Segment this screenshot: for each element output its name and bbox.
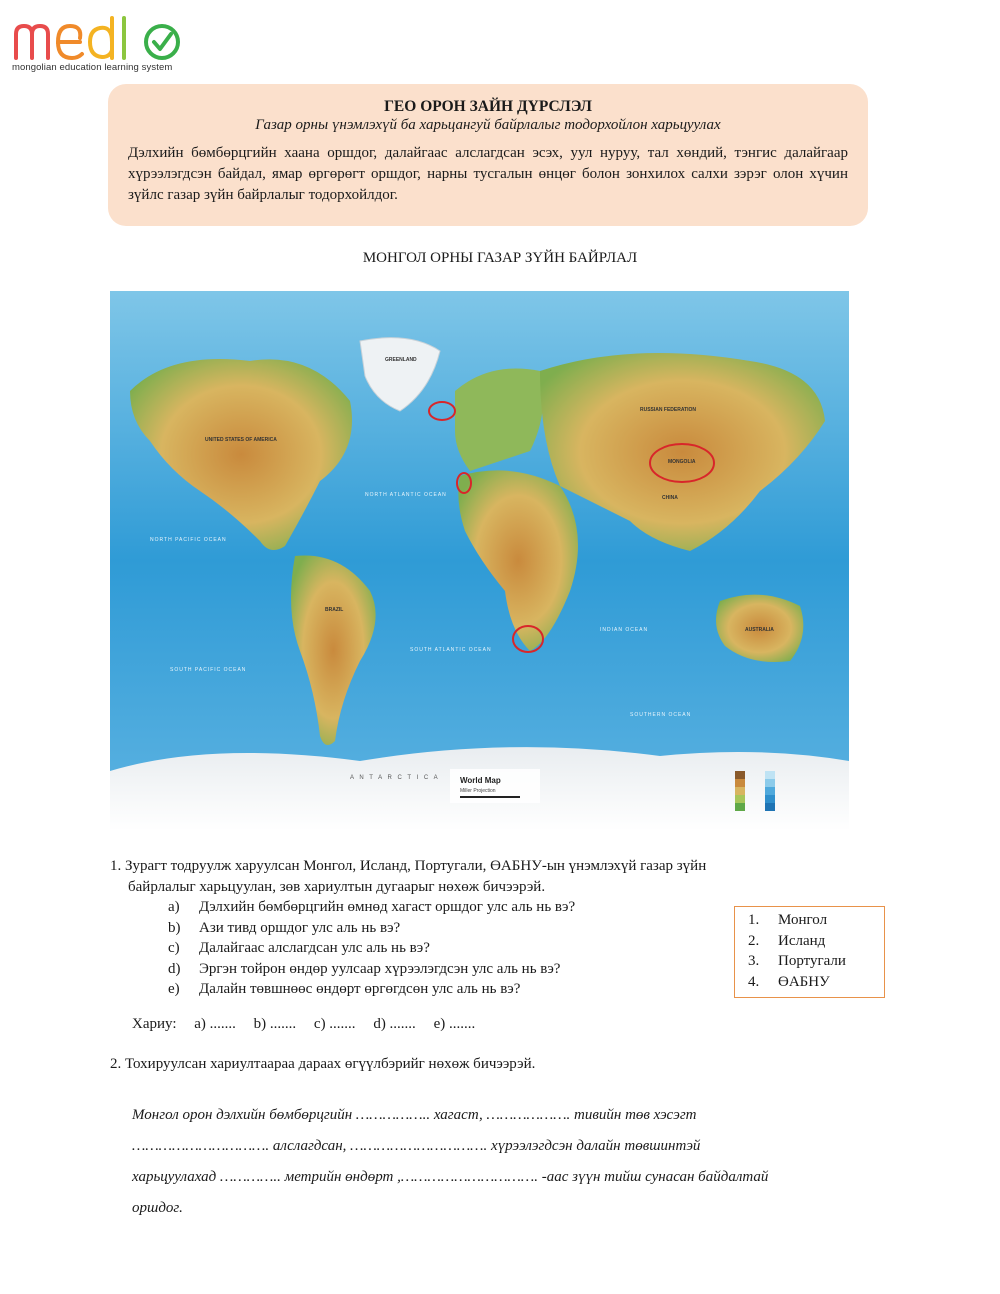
option-1: 1. Монгол (748, 912, 828, 928)
option-2: 2. Исланд (748, 932, 826, 949)
option-4: 4. ӨАБНУ (748, 973, 830, 990)
medle-wordmark-icon (10, 14, 190, 64)
map-label-antarctica: A N T A R C T I C A (350, 775, 440, 781)
fill-line-3[interactable]: харьцуулахад ………….. метрийн өндөрт ,…………………………. -аас зүүн тийш сунасан байдалтай (132, 1169, 769, 1185)
question-2-prompt: 2. Тохируулсан хариултаараа дараах өгүүлбэрийг нөхөж бичээрэй. (110, 1056, 536, 1072)
map-legend-title: World Map (460, 776, 501, 785)
fill-line-1[interactable]: Монгол орон дэлхийн бөмбөрцгийн …………….. хагаст, ………………. тивийн төв хэсэгт (132, 1107, 697, 1123)
sub-question-e: e) Далайн төвшнөөс өндөрт өргөгдсөн улс аль нь вэ? (168, 981, 521, 997)
answer-blank-b[interactable]: b) ....... (253, 1016, 297, 1032)
map-label-australia: AUSTRALIA (745, 627, 774, 633)
answer-blank-e[interactable]: e) ....... (433, 1016, 476, 1032)
logo-tagline: mongolian education learning system (12, 62, 173, 73)
sub-question-b: b) Ази тивд оршдог улс аль нь вэ? (168, 919, 401, 936)
question-1-line1: 1. Зурагт тодруулж харуулсан Монгол, Исланд, Португали, ӨАБНУ-ын үнэмлэхүй газар зүйн (110, 858, 707, 874)
world-map (110, 291, 849, 831)
option-3: 3. Португали (748, 953, 846, 969)
question-1-line2: байрлалыг харьцуулан, зөв хариултын дугаарыг нөхөж бичээрэй. (128, 879, 546, 895)
answer-line (132, 1016, 489, 1033)
sub-question-c: c) Далайгаас алслагдсан улс аль нь вэ? (168, 940, 430, 956)
sub-question-d: d) Эргэн тойрон өндөр уулсаар хүрээлэгдсэн улс аль нь вэ? (168, 960, 561, 977)
map-title: МОНГОЛ ОРНЫ ГАЗАР ЗҮЙН БАЙРЛАЛ (362, 250, 638, 266)
info-subtitle: Газар орны үнэмлэхүй ба харьцангуй байрлалыг тодорхойлон харьцуулах (255, 117, 721, 133)
answer-label: Хариу: (132, 1016, 177, 1032)
map-label-indian-ocean: INDIAN OCEAN (600, 627, 649, 633)
map-label-south-atlantic: SOUTH ATLANTIC OCEAN (410, 647, 492, 653)
map-legend-scale (460, 796, 520, 798)
map-label-china: CHINA (662, 495, 678, 501)
map-label-usa: UNITED STATES OF AMERICA (205, 437, 277, 443)
fill-line-4[interactable]: оршдог. (132, 1200, 183, 1216)
answer-options-box (734, 906, 885, 998)
map-label-south-pacific: SOUTH PACIFIC OCEAN (170, 667, 247, 673)
info-title: ГЕО ОРОН ЗАЙН ДҮРСЛЭЛ (384, 98, 592, 115)
answer-blank-c[interactable]: c) ....... (313, 1016, 356, 1032)
map-label-russia: RUSSIAN FEDERATION (640, 407, 697, 413)
answer-blank-d[interactable]: d) ....... (373, 1016, 416, 1032)
map-label-north-pacific: NORTH PACIFIC OCEAN (150, 537, 227, 543)
sub-question-a: a) Дэлхийн бөмбөрцгийн өмнөд хагаст оршдог улс аль нь вэ? (168, 899, 576, 915)
answer-blank-a[interactable]: a) ....... (194, 1016, 236, 1032)
map-label-north-atlantic: NORTH ATLANTIC OCEAN (365, 492, 447, 498)
question-1 (110, 856, 810, 898)
question-1-sub-list (168, 899, 575, 1002)
medle-logo (10, 14, 190, 76)
fill-in-paragraph (132, 1100, 852, 1224)
info-box (108, 84, 868, 226)
map-label-brazil: BRAZIL (325, 607, 344, 613)
map-legend-sub: Miller Projection (460, 788, 496, 794)
map-label-southern-ocean: SOUTHERN OCEAN (630, 712, 692, 718)
info-body: Дэлхийн бөмбөрцгийн хаана оршдог, далайгаас алслагдсан эсэх, уул нуруу, тал хөндий, тэнгис далайгаар хүрээлэгдсэн байдал, ямар өргөрөгт оршдог, нарны тусгалын өнцөг болон зонхилох салхи зэрэг олон хүчин зүйлс газар зүйн байрлалыг тодорхойлдог. (128, 145, 848, 203)
map-label-mongolia: MONGOLIA (668, 459, 696, 465)
map-label-greenland: GREENLAND (385, 357, 417, 363)
fill-line-2[interactable]: …………………………. алслагдсан, …………………………. хүрээлэгдсэн далайн төвшинтэй (132, 1138, 701, 1154)
